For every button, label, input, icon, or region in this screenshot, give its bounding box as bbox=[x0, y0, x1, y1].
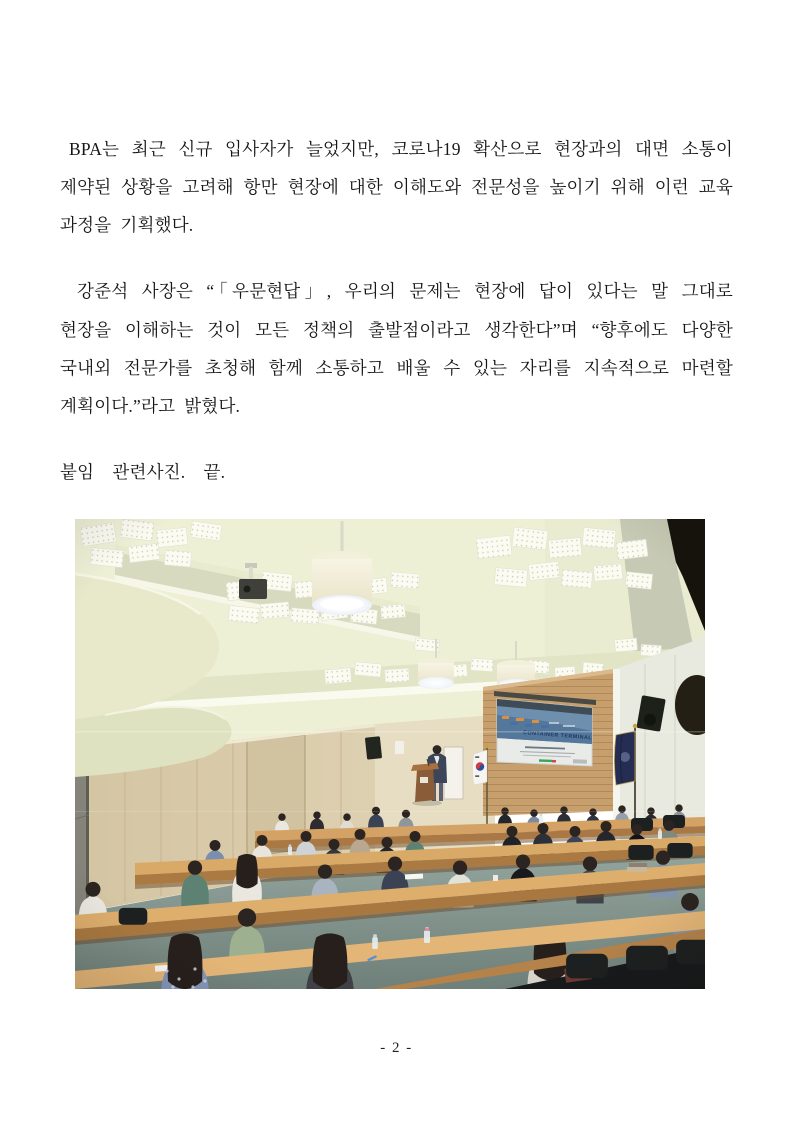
page-number: - 2 - bbox=[380, 1040, 413, 1056]
article-body bbox=[60, 130, 733, 989]
article-paragraph: 붙임 관련사진. 끝. bbox=[60, 461, 226, 482]
attached-photo bbox=[75, 519, 705, 989]
seminar-photo-illustration bbox=[75, 519, 705, 989]
article-paragraph: BPA는 최근 신규 입사자가 늘었지만, 코로나19 확산으로 현장과의 대면 소통이 제약된 상황을 고려해 항만 현장에 대한 이해도와 전문성을 높이기 위해 이런 교육 과정을 기획했다. bbox=[60, 139, 733, 236]
article-paragraph: 강준석 사장은 “「우문현답」, 우리의 문제는 현장에 답이 있다는 말 그대로 현장을 이해하는 것이 모든 정책의 출발점이라고 생각한다”며 “향후에도 다양한 국내외 전문가를 초청해 함께 소통하고 배울 수 있는 자리를 지속적으로 마련할 계획이다.”라고 밝혔다. bbox=[60, 281, 733, 416]
